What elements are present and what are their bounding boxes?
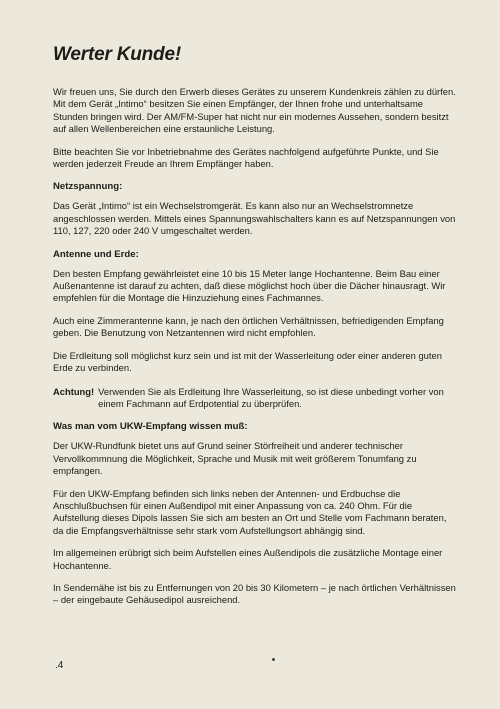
section-heading-ukw: Was man vom UKW-Empfang wissen muß:: [53, 421, 248, 433]
ukw-paragraph-4: In Sendernähe ist bis zu Entfernungen von 20 bis 30 Kilometern – je nach örtlichen Verhältnissen – der eingebaute Gehäusedipol ausreichend.: [53, 581, 456, 606]
intro-paragraph-2: Bitte beachten Sie vor Inbetriebnahme des Gerätes nachfolgend aufgeführte Punkte, und Sie werden jederzeit Freude an Ihrem Empfänger haben.: [53, 145, 439, 170]
antenne-paragraph-3: Die Erdleitung soll möglichst kurz sein und ist mit der Wasserleitung oder einer anderen guten Erde zu verbinden.: [53, 349, 442, 374]
ukw-paragraph-2: Für den UKW-Empfang befinden sich links neben der Antennen- und Erdbuchse die Anschlußbuchsen für einen Außendipol mit einer Anpassung von ca. 240 Ohm. Für die Aufstellung dieses Dipols lassen Sie sich am besten an Ort und Stelle vom Fachmann beraten, da die Empfangsverhältnisse sehr stark vom Aufstellungsort abhängig sind.: [53, 487, 447, 536]
intro-paragraph-1: Wir freuen uns, Sie durch den Erwerb dieses Gerätes zu unserem Kundenkreis zählen zu dürfen. Mit dem Gerät „Intimo“ besitzen Sie einen Empfänger, der Ihnen frohe und unterhaltsame Stunden bringen wird. Der AM/FM-Super hat nicht nur ein modernes Aussehen, sondern besitzt auf allen Wellenbereichen eine erstaunliche Leistung.: [53, 86, 456, 135]
antenne-paragraph-2: Auch eine Zimmerantenne kann, je nach den örtlichen Verhältnissen, befriedigenden Empfang geben. Die Benutzung von Netzantennen wird nicht empfohlen.: [53, 314, 444, 339]
netzspannung-paragraph: Das Gerät „Intimo“ ist ein Wechselstromgerät. Es kann also nur an Wechselstromnetze angeschlossen werden. Mittels eines Spannungswahlschalters kann es auf Netzspannungen von 110, 127, 220 oder 240 V umgeschaltet werden.: [53, 200, 456, 237]
ukw-paragraph-1: Der UKW-Rundfunk bietet uns auf Grund seiner Störfreiheit und anderer technischer Vervollkommnung die Möglichkeit, Sprache und Musik mit weit größerem Tonumfang zu empfangen.: [53, 440, 417, 477]
warning-text: Verwenden Sie als Erdleitung Ihre Wasserleitung, so ist diese unbedingt vorher von einem Fachmann auf Erdpotential zu überprüfen.: [98, 385, 444, 409]
warning-block: [53, 386, 458, 411]
warning-label: Achtung!: [53, 385, 95, 397]
section-heading-antenne: Antenne und Erde:: [53, 248, 139, 260]
page-number: .4: [55, 660, 64, 671]
antenne-paragraph-1: Den besten Empfang gewährleistet eine 10 bis 15 Meter lange Hochantenne. Beim Bau einer Außenantenne ist darauf zu achten, daß diese möglichst hoch über die Dächer hinausragt. Wir empfehlen für die Montage die Hinzuziehung eines Fachmannes.: [53, 267, 446, 304]
section-heading-netzspannung: Netzspannung:: [53, 181, 123, 193]
print-dot: [272, 658, 275, 661]
page-title: Werter Kunde!: [53, 44, 181, 65]
page-content: [53, 86, 458, 617]
ukw-paragraph-3: Im allgemeinen erübrigt sich beim Aufstellen eines Außendipols die zusätzliche Montage einer Hochantenne.: [53, 547, 443, 571]
